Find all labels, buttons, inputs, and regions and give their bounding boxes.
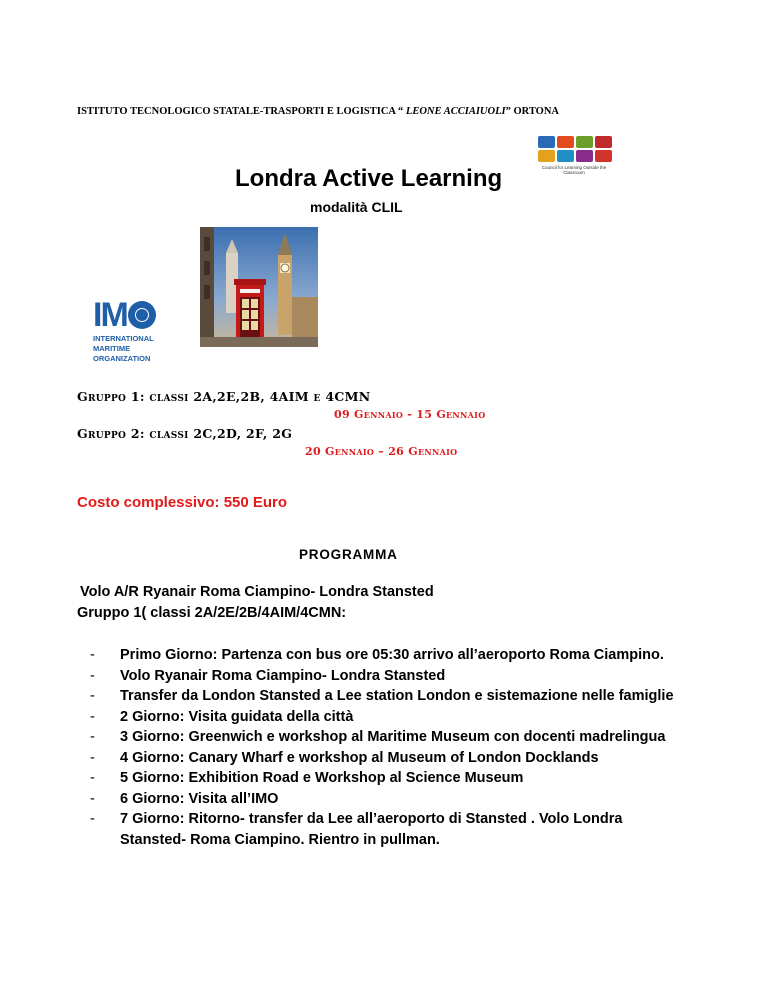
itinerary-item-text: Transfer da London Stansted a Lee station London e sistemazione nelle famiglie <box>120 688 674 704</box>
list-dash: - <box>90 790 95 807</box>
itinerary-item-text: 2 Giorno: Visita guidata della città <box>120 708 354 725</box>
imo-name-line: ORGANIZATION <box>93 354 151 363</box>
itinerary-item <box>90 707 690 728</box>
flight-info: Volo A/R Ryanair Roma Ciampino- Londra Stansted <box>80 584 434 600</box>
document-subtitle: modalità CLIL <box>310 199 403 215</box>
institute-name: LEONE ACCIAIUOLI <box>405 106 506 117</box>
itinerary-item-text: Primo Giorno: Partenza con bus ore 05:30 arrivo all’aeroporto Roma Ciampino. <box>120 647 664 663</box>
list-dash: - <box>90 688 95 704</box>
council-logo-tile <box>557 136 574 148</box>
council-logo-tile <box>557 150 574 162</box>
list-dash: - <box>90 749 95 766</box>
council-logo-tile <box>576 150 593 162</box>
group-1-heading: Gruppo 1( classi 2A/2E/2B/4AIM/4CMN: <box>77 605 347 621</box>
imo-mark <box>93 296 188 334</box>
itinerary-list <box>90 645 690 850</box>
itinerary-item <box>90 686 690 707</box>
group-2-dates: 20 Gennaio – 26 Gennaio <box>305 445 458 458</box>
list-dash: - <box>90 667 95 684</box>
itinerary-item-text: Volo Ryanair Roma Ciampino- Londra Stansted <box>120 667 446 684</box>
document-title: Londra Active Learning <box>235 165 503 192</box>
imo-emblem-icon <box>128 301 156 329</box>
imo-letters: IM <box>93 296 127 334</box>
list-dash: - <box>90 811 95 827</box>
council-logo-tile <box>576 136 593 148</box>
imo-logo <box>93 296 188 372</box>
imo-name-line: MARITIME <box>93 344 131 353</box>
institute-prefix: ISTITUTO TECNOLOGICO STATALE-TRASPORTI E LOGISTICA “ <box>77 106 406 117</box>
london-photo <box>200 227 318 347</box>
itinerary-item-text: 3 Giorno: Greenwich e workshop al Maritime Museum con docenti madrelingua <box>120 729 666 745</box>
itinerary-item <box>90 768 690 789</box>
institute-suffix: ” ORTONA <box>505 106 560 117</box>
council-logo-tile <box>538 136 555 148</box>
itinerary-item-text: 4 Giorno: Canary Wharf e workshop al Museum of London Docklands <box>120 749 599 766</box>
itinerary-item-text: 5 Giorno: Exhibition Road e Workshop al Science Museum <box>120 770 524 786</box>
list-dash: - <box>90 770 95 786</box>
imo-name-line: INTERNATIONAL <box>93 334 154 343</box>
itinerary-item <box>90 809 690 850</box>
list-dash: - <box>90 729 95 745</box>
group-1-label: Gruppo 1: classi 2A,2E,2B, 4AIM e 4CMN <box>77 389 371 404</box>
itinerary-item <box>90 645 690 666</box>
group-1-dates: 09 Gennaio - 15 Gennaio <box>334 408 486 421</box>
itinerary-item <box>90 727 690 748</box>
big-ben-phone-box-image <box>200 227 318 347</box>
council-logo-tiles <box>538 136 613 162</box>
council-logo-tile <box>595 150 612 162</box>
list-dash: - <box>90 647 95 663</box>
program-heading: PROGRAMMA <box>299 547 398 562</box>
list-dash: - <box>90 708 95 725</box>
itinerary-item <box>90 789 690 810</box>
council-logo-tile <box>538 150 555 162</box>
council-logo <box>535 136 613 186</box>
itinerary-item <box>90 748 690 769</box>
council-logo-caption: Council for Learning Outside the Classroom <box>541 165 607 175</box>
group-2-label: Gruppo 2: classi 2C,2D, 2F, 2G <box>77 426 293 441</box>
itinerary-item-text: 6 Giorno: Visita all’IMO <box>120 790 279 807</box>
council-logo-tile <box>595 136 612 148</box>
itinerary-item-text: 7 Giorno: Ritorno- transfer da Lee all’aeroporto di Stansted . Volo Londra Stansted- Roma Ciampino. Rientro in pullman. <box>120 811 623 848</box>
total-cost: Costo complessivo: 550 Euro <box>77 494 288 511</box>
imo-name <box>93 334 188 364</box>
itinerary-item <box>90 666 690 687</box>
institute-header <box>77 106 697 117</box>
